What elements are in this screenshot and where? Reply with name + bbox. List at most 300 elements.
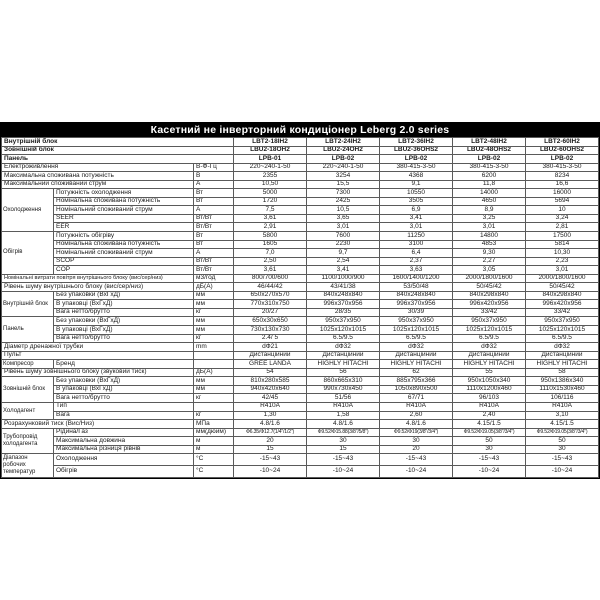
value-cell: 950x1050x340 bbox=[453, 377, 526, 386]
value-cell: LBT2-60IH2 bbox=[526, 138, 599, 147]
value-cell: 860x665x310 bbox=[307, 377, 380, 386]
value-cell: -10~24 bbox=[380, 465, 453, 477]
value-cell: LPB-02 bbox=[526, 155, 599, 164]
value-cell: 1025x120x1015 bbox=[380, 326, 453, 335]
value-cell: LBU2-48OHS2 bbox=[453, 146, 526, 155]
value-cell: 20 bbox=[380, 445, 453, 454]
value-cell: 840x248x840 bbox=[380, 291, 453, 300]
table-row bbox=[2, 214, 599, 223]
value-cell: 4.8/1.6 bbox=[234, 420, 307, 429]
value-cell: 1025x120x1015 bbox=[453, 326, 526, 335]
row-label: Номінальна споживана потужність bbox=[54, 240, 194, 249]
value-cell: LPB-01 bbox=[234, 155, 307, 164]
value-cell: 6.5/9.5 bbox=[453, 334, 526, 343]
row-label: Вага нетто/брутто bbox=[54, 334, 194, 343]
table-row bbox=[2, 360, 599, 369]
value-cell: 8234 bbox=[526, 172, 599, 181]
unit-cell: мм bbox=[194, 385, 234, 394]
row-label: Максимальний споживаний струм bbox=[2, 180, 194, 189]
value-cell: 106/116 bbox=[526, 394, 599, 403]
value-cell: 4.15/1.5 bbox=[453, 420, 526, 429]
value-cell: 53/50/48 bbox=[380, 283, 453, 292]
value-cell: -15~43 bbox=[526, 454, 599, 466]
value-cell: 2,60 bbox=[380, 411, 453, 420]
table-row bbox=[2, 326, 599, 335]
row-label: Вага нетто/брутто bbox=[54, 308, 194, 317]
value-cell: 3,63 bbox=[380, 266, 453, 275]
value-cell: 6.5/9.5 bbox=[307, 334, 380, 343]
row-label: Потужність охолодження bbox=[54, 189, 194, 198]
value-cell: 950x1386x340 bbox=[526, 377, 599, 386]
row-label: Діаметр дренажної трубки bbox=[2, 343, 194, 352]
value-cell: 996x370x956 bbox=[380, 300, 453, 309]
value-cell: 650x270x570 bbox=[234, 291, 307, 300]
group-cell: Зовнішній блок bbox=[2, 377, 54, 403]
unit-cell: А bbox=[194, 206, 234, 215]
value-cell: 55 bbox=[453, 368, 526, 377]
group-cell: Компресор bbox=[2, 360, 54, 369]
unit-cell: мм bbox=[194, 291, 234, 300]
value-cell: LPB-02 bbox=[380, 155, 453, 164]
value-cell: 30 bbox=[526, 445, 599, 454]
unit-cell: °С bbox=[194, 465, 234, 477]
table-row bbox=[2, 437, 599, 446]
value-cell: 380-415-3-50 bbox=[380, 163, 453, 172]
row-label: Рідина/Газ bbox=[54, 428, 194, 437]
value-cell: 650x30x650 bbox=[234, 317, 307, 326]
value-cell: HIGHLY HITACHI bbox=[380, 360, 453, 369]
value-cell: 3100 bbox=[380, 240, 453, 249]
value-cell: 2425 bbox=[307, 197, 380, 206]
value-cell: -15~43 bbox=[453, 454, 526, 466]
group-cell: Обігрів bbox=[2, 232, 54, 275]
value-cell: 6,4 bbox=[380, 249, 453, 258]
value-cell: 1025x120x1015 bbox=[307, 326, 380, 335]
value-cell: 770x310x750 bbox=[234, 300, 307, 309]
value-cell: 4.8/1.6 bbox=[380, 420, 453, 429]
table-row bbox=[2, 334, 599, 343]
unit-cell: Вт/Вт bbox=[194, 223, 234, 232]
row-label: COP bbox=[54, 266, 194, 275]
unit-cell: м bbox=[194, 437, 234, 446]
unit-cell: Вт/Вт bbox=[194, 257, 234, 266]
value-cell: Дистанційний bbox=[453, 351, 526, 360]
value-cell: 3,01 bbox=[526, 266, 599, 275]
table-row bbox=[2, 420, 599, 429]
unit-cell: Вт bbox=[194, 189, 234, 198]
value-cell: 996x420x956 bbox=[453, 300, 526, 309]
unit-cell: кг bbox=[194, 308, 234, 317]
value-cell: 20/27 bbox=[234, 308, 307, 317]
value-cell: R410A bbox=[234, 402, 307, 411]
value-cell: 996x420x956 bbox=[526, 300, 599, 309]
value-cell: dФ32 bbox=[380, 343, 453, 352]
value-cell: 810x280x585 bbox=[234, 377, 307, 386]
value-cell: 996x370x956 bbox=[307, 300, 380, 309]
table-row bbox=[2, 172, 599, 181]
row-label: Електроживлення bbox=[2, 163, 194, 172]
value-cell: 885x795x366 bbox=[380, 377, 453, 386]
value-cell: 2000/1800/1600 bbox=[526, 274, 599, 283]
value-cell: 30 bbox=[453, 445, 526, 454]
row-label: Зовнішній блок bbox=[2, 146, 234, 155]
value-cell: Дистанційний bbox=[526, 351, 599, 360]
spec-sheet bbox=[0, 122, 600, 479]
value-cell: 3,61 bbox=[234, 214, 307, 223]
value-cell: 2355 bbox=[234, 172, 307, 181]
value-cell: R410A bbox=[380, 402, 453, 411]
value-cell: R410A bbox=[526, 402, 599, 411]
value-cell: 50 bbox=[526, 437, 599, 446]
value-cell: 2230 bbox=[307, 240, 380, 249]
value-cell: 46/44/42 bbox=[234, 283, 307, 292]
row-label: Тип bbox=[54, 402, 194, 411]
table-row bbox=[2, 394, 599, 403]
value-cell: 1050x890x500 bbox=[380, 385, 453, 394]
value-cell: LBU2-60OHS2 bbox=[526, 146, 599, 155]
value-cell: 2,50 bbox=[234, 257, 307, 266]
value-cell: 3,41 bbox=[307, 266, 380, 275]
unit-cell: Вт bbox=[194, 197, 234, 206]
value-cell: 950x37x950 bbox=[307, 317, 380, 326]
table-row bbox=[2, 274, 599, 283]
value-cell: 2,27 bbox=[453, 257, 526, 266]
row-label: Без упаковки (ВхГхД) bbox=[54, 317, 194, 326]
table-row bbox=[2, 465, 599, 477]
group-cell: Трубопровід холодагента bbox=[2, 428, 54, 454]
table-row bbox=[2, 266, 599, 275]
unit-cell: дБ(А) bbox=[194, 283, 234, 292]
value-cell: LBU2-24OH2 bbox=[307, 146, 380, 155]
value-cell: 7,5 bbox=[234, 206, 307, 215]
value-cell: -15~43 bbox=[307, 454, 380, 466]
value-cell: 2.4/ 5 bbox=[234, 334, 307, 343]
row-label: Рівень шуму зовнішнього блоку (звуковий тиск) bbox=[2, 368, 194, 377]
value-cell: 51/56 bbox=[307, 394, 380, 403]
value-cell: 3,65 bbox=[307, 214, 380, 223]
value-cell: 950x37x950 bbox=[453, 317, 526, 326]
spec-table bbox=[1, 137, 599, 478]
value-cell: 67/71 bbox=[380, 394, 453, 403]
value-cell: 2,37 bbox=[380, 257, 453, 266]
value-cell: 1,30 bbox=[234, 411, 307, 420]
value-cell: 15,5 bbox=[307, 180, 380, 189]
value-cell: GREE LANDA bbox=[234, 360, 307, 369]
group-cell: Холодагент bbox=[2, 402, 54, 419]
row-label: Номінальні витрати повітря внутрішнього блоку (вис/сер/низ) bbox=[2, 274, 194, 283]
row-label: Потужність обігріву bbox=[54, 232, 194, 241]
unit-cell bbox=[194, 351, 234, 360]
value-cell: 11,8 bbox=[453, 180, 526, 189]
row-label: Номінальний споживаний струм bbox=[54, 249, 194, 258]
value-cell: 50/45/42 bbox=[526, 283, 599, 292]
row-label: Номінальна споживана потужність bbox=[54, 197, 194, 206]
unit-cell bbox=[194, 402, 234, 411]
table-row bbox=[2, 155, 599, 164]
value-cell: 2000/1800/1600 bbox=[453, 274, 526, 283]
value-cell: Ф6.35/Ф12.7(1/4"/1/2") bbox=[234, 428, 307, 437]
value-cell: 6,9 bbox=[380, 206, 453, 215]
unit-cell: м3/год bbox=[194, 274, 234, 283]
value-cell: HIGHLY HITACHI bbox=[453, 360, 526, 369]
row-label: Максимальна різниця рівнів bbox=[54, 445, 194, 454]
value-cell: 3,10 bbox=[526, 411, 599, 420]
value-cell: Дистанційний bbox=[234, 351, 307, 360]
value-cell: 10550 bbox=[380, 189, 453, 198]
value-cell: 840x298x840 bbox=[453, 291, 526, 300]
value-cell: 1110x1200x460 bbox=[453, 385, 526, 394]
unit-cell: кг bbox=[194, 394, 234, 403]
value-cell: Ф9.52/Ф19.05(3/8"/3/4") bbox=[453, 428, 526, 437]
value-cell: 5000 bbox=[234, 189, 307, 198]
table-row bbox=[2, 206, 599, 215]
value-cell: 10 bbox=[526, 206, 599, 215]
table-row bbox=[2, 454, 599, 466]
table-row bbox=[2, 402, 599, 411]
value-cell: -10~24 bbox=[307, 465, 380, 477]
value-cell: 8,9 bbox=[453, 206, 526, 215]
unit-cell: mm bbox=[194, 343, 234, 352]
value-cell: 14000 bbox=[453, 189, 526, 198]
unit-cell: Вт/Вт bbox=[194, 266, 234, 275]
value-cell: 50 bbox=[453, 437, 526, 446]
row-label: Максимальна споживана потужність bbox=[2, 172, 194, 181]
value-cell: dФ32 bbox=[526, 343, 599, 352]
unit-cell: А bbox=[194, 180, 234, 189]
value-cell: 2,81 bbox=[526, 223, 599, 232]
table-row bbox=[2, 189, 599, 198]
value-cell: 4853 bbox=[453, 240, 526, 249]
value-cell: 840x248x840 bbox=[307, 291, 380, 300]
table-row bbox=[2, 368, 599, 377]
value-cell: 940x420x640 bbox=[234, 385, 307, 394]
table-row bbox=[2, 291, 599, 300]
value-cell: 56 bbox=[307, 368, 380, 377]
value-cell: 10,50 bbox=[234, 180, 307, 189]
unit-cell: В bbox=[194, 172, 234, 181]
value-cell: dФ21 bbox=[234, 343, 307, 352]
value-cell: 2,40 bbox=[453, 411, 526, 420]
unit-cell: °С bbox=[194, 454, 234, 466]
row-label: Вага нетто/брутто bbox=[54, 394, 194, 403]
value-cell: 4368 bbox=[380, 172, 453, 181]
unit-cell bbox=[194, 360, 234, 369]
value-cell: 2,54 bbox=[307, 257, 380, 266]
value-cell: 50/45/42 bbox=[453, 283, 526, 292]
value-cell: 11250 bbox=[380, 232, 453, 241]
table-row bbox=[2, 343, 599, 352]
row-label: Розрахунковий тиск (Вис/Низ) bbox=[2, 420, 194, 429]
value-cell: 14800 bbox=[453, 232, 526, 241]
value-cell: -15~43 bbox=[380, 454, 453, 466]
value-cell: 7300 bbox=[307, 189, 380, 198]
unit-cell: В-Ф-Гц bbox=[194, 163, 234, 172]
row-label: Рівень шуму внутрішнього блоку (вис/сер/низ) bbox=[2, 283, 194, 292]
row-label: Без упаковки (ВхГхД) bbox=[54, 291, 194, 300]
value-cell: 3,01 bbox=[380, 223, 453, 232]
table-row bbox=[2, 283, 599, 292]
value-cell: 800/700/600 bbox=[234, 274, 307, 283]
value-cell: dФ32 bbox=[453, 343, 526, 352]
value-cell: 220~240-1-50 bbox=[307, 163, 380, 172]
value-cell: -10~24 bbox=[453, 465, 526, 477]
table-row bbox=[2, 411, 599, 420]
value-cell: 7600 bbox=[307, 232, 380, 241]
value-cell: 5800 bbox=[234, 232, 307, 241]
unit-cell: дБ(А) bbox=[194, 368, 234, 377]
row-label: Без упаковки (ВхГхД) bbox=[54, 377, 194, 386]
value-cell: 33/42 bbox=[453, 308, 526, 317]
value-cell: -10~24 bbox=[526, 465, 599, 477]
unit-cell: мм bbox=[194, 326, 234, 335]
value-cell: LBU2-18OH2 bbox=[234, 146, 307, 155]
unit-cell: Вт/Вт bbox=[194, 214, 234, 223]
table-title: Касетний не інверторний кондиціонер Leberg 2.0 series bbox=[1, 123, 599, 137]
value-cell: 30/39 bbox=[380, 308, 453, 317]
value-cell: LBT2-18IH2 bbox=[234, 138, 307, 147]
value-cell: 16000 bbox=[526, 189, 599, 198]
value-cell: 3254 bbox=[307, 172, 380, 181]
value-cell: 5814 bbox=[526, 240, 599, 249]
table-row bbox=[2, 351, 599, 360]
unit-cell: Вт bbox=[194, 232, 234, 241]
table-row bbox=[2, 317, 599, 326]
value-cell: 1110x1530x460 bbox=[526, 385, 599, 394]
value-cell: 1600/1400/1200 bbox=[380, 274, 453, 283]
unit-cell: мм bbox=[194, 377, 234, 386]
value-cell: 840x298x840 bbox=[526, 291, 599, 300]
row-label: Бренд bbox=[54, 360, 194, 369]
value-cell: 4.15/1.5 bbox=[526, 420, 599, 429]
row-label: Максимальна довжина bbox=[54, 437, 194, 446]
value-cell: 9,30 bbox=[453, 249, 526, 258]
value-cell: 1025x120x1015 bbox=[526, 326, 599, 335]
table-row bbox=[2, 445, 599, 454]
value-cell: 950x37x950 bbox=[526, 317, 599, 326]
table-row bbox=[2, 240, 599, 249]
value-cell: LPB-02 bbox=[453, 155, 526, 164]
value-cell: Ф9.52/Ф15.88(3/8"/5/8") bbox=[307, 428, 380, 437]
row-label: SCOP bbox=[54, 257, 194, 266]
value-cell: 7,0 bbox=[234, 249, 307, 258]
value-cell: 43/41/38 bbox=[307, 283, 380, 292]
row-label: Охолодження bbox=[54, 454, 194, 466]
row-label: Вага bbox=[54, 411, 194, 420]
value-cell: 30 bbox=[380, 437, 453, 446]
table-row bbox=[2, 146, 599, 155]
row-label: Панель bbox=[2, 155, 234, 164]
table-row bbox=[2, 232, 599, 241]
value-cell: 3,24 bbox=[526, 214, 599, 223]
value-cell: Дистанційний bbox=[380, 351, 453, 360]
unit-cell: мм bbox=[194, 300, 234, 309]
value-cell: 4.8/1.6 bbox=[307, 420, 380, 429]
value-cell: 4650 bbox=[453, 197, 526, 206]
value-cell: 42/45 bbox=[234, 394, 307, 403]
value-cell: 1,58 bbox=[307, 411, 380, 420]
row-label: Номінальний споживаний струм bbox=[54, 206, 194, 215]
value-cell: 17500 bbox=[526, 232, 599, 241]
value-cell: 3,25 bbox=[453, 214, 526, 223]
value-cell: HIGHLY HITACHI bbox=[307, 360, 380, 369]
value-cell: 730x130x730 bbox=[234, 326, 307, 335]
value-cell: 28/35 bbox=[307, 308, 380, 317]
value-cell: 58 bbox=[526, 368, 599, 377]
value-cell: 16,6 bbox=[526, 180, 599, 189]
value-cell: -10~24 bbox=[234, 465, 307, 477]
value-cell: 3505 bbox=[380, 197, 453, 206]
table-row bbox=[2, 138, 599, 147]
group-cell: Панель bbox=[2, 317, 54, 343]
value-cell: 10,5 bbox=[307, 206, 380, 215]
value-cell: 33/42 bbox=[526, 308, 599, 317]
table-row bbox=[2, 223, 599, 232]
value-cell: LBU2-36OHS2 bbox=[380, 146, 453, 155]
row-label: В упаковці (ВхГхД) bbox=[54, 326, 194, 335]
value-cell: 3,41 bbox=[380, 214, 453, 223]
table-row bbox=[2, 377, 599, 386]
group-cell: Охолодження bbox=[2, 189, 54, 232]
table-row bbox=[2, 197, 599, 206]
value-cell: 6.5/9.5 bbox=[526, 334, 599, 343]
value-cell: -15~43 bbox=[234, 454, 307, 466]
value-cell: HIGHLY HITACHI bbox=[526, 360, 599, 369]
value-cell: 15 bbox=[307, 445, 380, 454]
table-row bbox=[2, 308, 599, 317]
value-cell: 6200 bbox=[453, 172, 526, 181]
value-cell: Дистанційний bbox=[307, 351, 380, 360]
value-cell: 380-415-3-50 bbox=[526, 163, 599, 172]
table-row bbox=[2, 300, 599, 309]
value-cell: 220~240-1-50 bbox=[234, 163, 307, 172]
table-row bbox=[2, 385, 599, 394]
value-cell: 2,91 bbox=[234, 223, 307, 232]
value-cell: R410A bbox=[453, 402, 526, 411]
value-cell: 96/103 bbox=[453, 394, 526, 403]
unit-cell: кг bbox=[194, 334, 234, 343]
value-cell: 54 bbox=[234, 368, 307, 377]
value-cell: LPB-02 bbox=[307, 155, 380, 164]
value-cell: LBT2-48IH2 bbox=[453, 138, 526, 147]
value-cell: 62 bbox=[380, 368, 453, 377]
value-cell: 3,05 bbox=[453, 266, 526, 275]
value-cell: 1720 bbox=[234, 197, 307, 206]
value-cell: 990x730x450 bbox=[307, 385, 380, 394]
value-cell: Ф9.52/Ф19(3/8"/3/4") bbox=[380, 428, 453, 437]
value-cell: 3,01 bbox=[307, 223, 380, 232]
value-cell: 3,01 bbox=[453, 223, 526, 232]
row-label: SEER bbox=[54, 214, 194, 223]
value-cell: dФ32 bbox=[307, 343, 380, 352]
unit-cell: мм bbox=[194, 317, 234, 326]
spec-table-body bbox=[2, 138, 599, 478]
value-cell: LBT2-36IH2 bbox=[380, 138, 453, 147]
value-cell: 10,30 bbox=[526, 249, 599, 258]
value-cell: R410A bbox=[307, 402, 380, 411]
unit-cell: Вт bbox=[194, 240, 234, 249]
row-label: Обігрів bbox=[54, 465, 194, 477]
group-cell: Внутрішній блок bbox=[2, 291, 54, 317]
row-label: EER bbox=[54, 223, 194, 232]
value-cell: Ф9.52/Ф19.05(3/8"/3/4") bbox=[526, 428, 599, 437]
unit-cell: м bbox=[194, 445, 234, 454]
value-cell: 30 bbox=[307, 437, 380, 446]
table-row bbox=[2, 180, 599, 189]
unit-cell: МПа bbox=[194, 420, 234, 429]
value-cell: 5694 bbox=[526, 197, 599, 206]
value-cell: 950x37x950 bbox=[380, 317, 453, 326]
table-row bbox=[2, 249, 599, 258]
